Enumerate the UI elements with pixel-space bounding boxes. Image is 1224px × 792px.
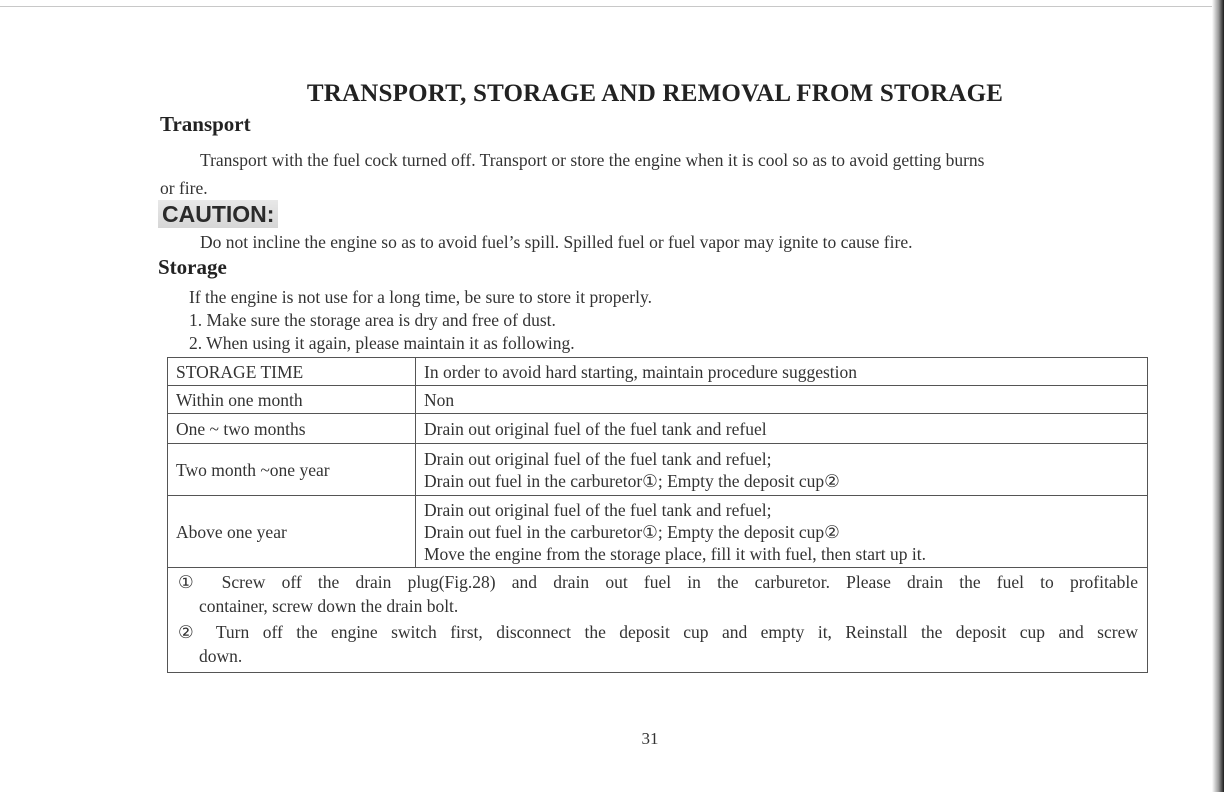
procedure-line: Non <box>424 389 455 410</box>
table-header-row <box>168 358 1148 386</box>
storage-intro: If the engine is not use for a long time, be sure to store it properly. <box>189 287 652 307</box>
table-row <box>168 386 1148 414</box>
procedure-line: Drain out original fuel of the fuel tank and refuel; <box>424 448 772 469</box>
procedure-cell <box>416 386 1148 414</box>
storage-item-1: 1. Make sure the storage area is dry and free of dust. <box>189 310 556 330</box>
table-row <box>168 414 1148 444</box>
transport-heading: Transport <box>160 112 251 136</box>
table-row <box>168 496 1148 568</box>
footnote-1-line2: container, screw down the drain bolt. <box>199 596 459 616</box>
procedure-cell <box>416 414 1148 444</box>
procedure-line: Drain out original fuel of the fuel tank and refuel; <box>424 499 772 520</box>
procedure-line: Drain out fuel in the carburetor①; Empty the deposit cup② <box>424 521 840 542</box>
storage-time-cell: Two month ~one year <box>168 444 416 496</box>
scan-edge-top <box>0 6 1212 7</box>
storage-item-2: 2. When using it again, please maintain it as following. <box>189 333 575 353</box>
footnote-2-line2: down. <box>199 646 243 666</box>
storage-heading: Storage <box>158 255 227 279</box>
footnote-1-line1: ① Screw off the drain plug(Fig.28) and drain out fuel in the carburetor. Please drain the fuel to profitable <box>178 572 1138 592</box>
storage-time-cell: Within one month <box>168 386 416 414</box>
transport-text-line2: or fire. <box>160 178 208 198</box>
footnote-2-line1: ② Turn off the engine switch first, disconnect the deposit cup and empty it, Reinstall the deposit cup and screw <box>178 622 1138 642</box>
page-number: 31 <box>641 729 659 748</box>
procedure-cell <box>416 444 1148 496</box>
procedure-cell <box>416 496 1148 568</box>
storage-table <box>167 357 1148 568</box>
caution-text: Do not incline the engine so as to avoid fuel’s spill. Spilled fuel or fuel vapor may ignite to cause fire. <box>200 232 913 252</box>
footnotes-box <box>167 567 1148 673</box>
storage-time-cell: One ~ two months <box>168 414 416 444</box>
page-title: TRANSPORT, STORAGE AND REMOVAL FROM STORAGE <box>306 80 1004 107</box>
caution-label: CAUTION: <box>158 200 278 228</box>
storage-time-cell: Above one year <box>168 496 416 568</box>
procedure-line: Drain out original fuel of the fuel tank and refuel <box>424 418 767 439</box>
procedure-line: Move the engine from the storage place, fill it with fuel, then start up it. <box>424 543 927 564</box>
procedure-line: Drain out fuel in the carburetor①; Empty the deposit cup② <box>424 470 840 491</box>
header-procedure: In order to avoid hard starting, maintain procedure suggestion <box>416 358 1148 386</box>
transport-text-line1: Transport with the fuel cock turned off. Transport or store the engine when it is cool so as to avoid getting burns <box>200 150 985 170</box>
table-row <box>168 444 1148 496</box>
header-storage-time: STORAGE TIME <box>168 358 416 386</box>
scan-edge-right <box>1212 0 1224 792</box>
